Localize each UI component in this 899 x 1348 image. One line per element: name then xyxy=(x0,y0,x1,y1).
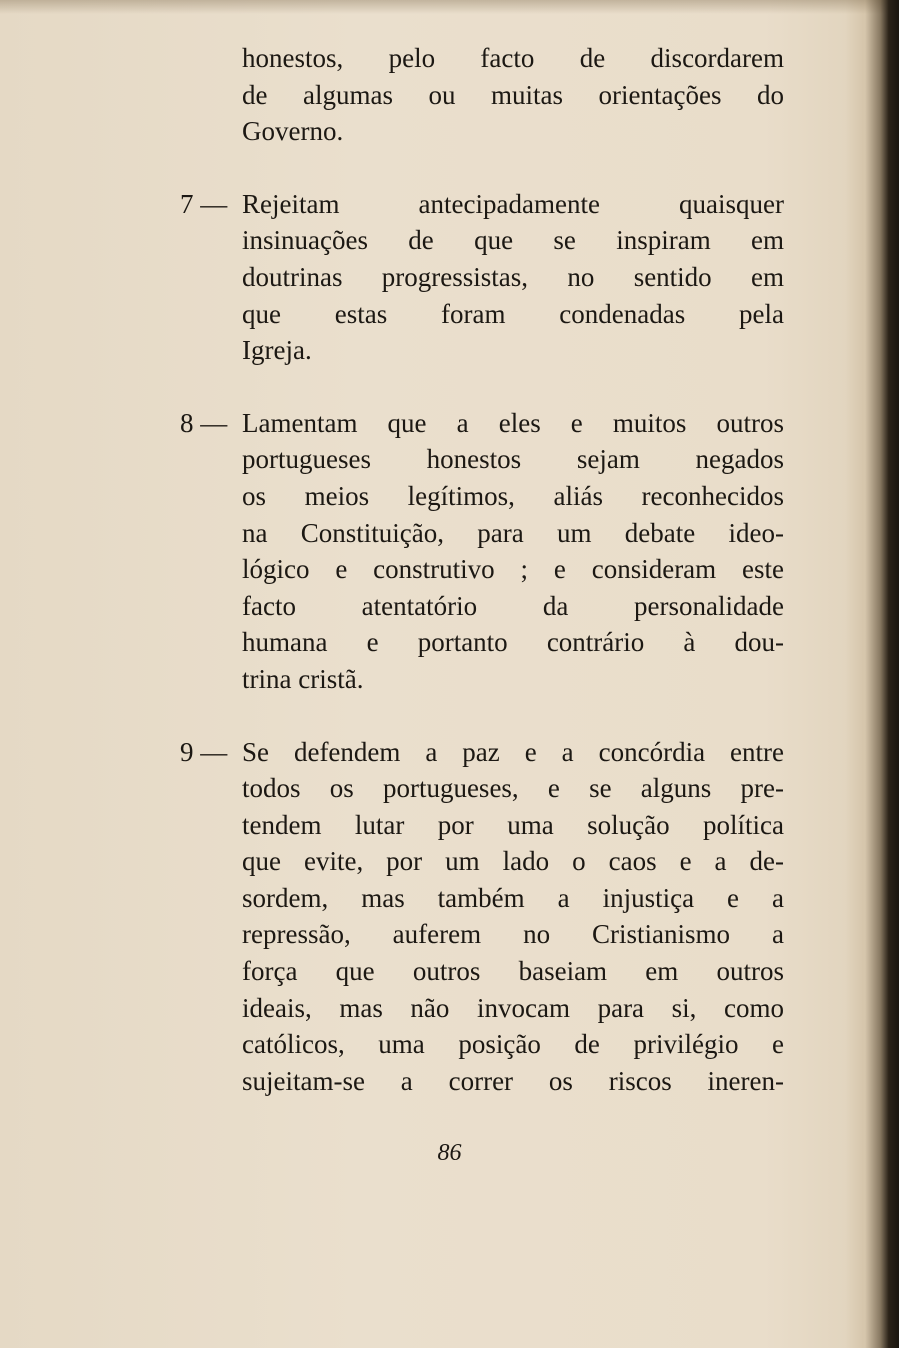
text-line: repressão, auferem no Cristianismo a xyxy=(242,919,784,950)
text-line: doutrinas progressistas, no sentido em xyxy=(242,261,784,292)
text-line: Se defendem a paz e a concórdia entre xyxy=(242,736,784,767)
body-text xyxy=(180,40,784,1135)
text-line: humana e portanto contrário à dou- xyxy=(242,627,784,658)
paragraph-7 xyxy=(180,186,784,369)
paragraph-number: 7 — xyxy=(180,188,228,219)
text-line: sujeitam-se a correr os riscos ineren- xyxy=(242,1065,784,1096)
paragraph-9 xyxy=(180,734,784,1100)
text-line: os meios legítimos, aliás reconhecidos xyxy=(242,480,784,511)
text-line: na Constituição, para um debate ideo- xyxy=(242,517,784,548)
text-line: honestos, pelo facto de discordarem xyxy=(242,43,784,73)
paragraph-8 xyxy=(180,405,784,698)
text-line: Igreja. xyxy=(242,335,312,366)
paragraph-number: 9 — xyxy=(180,736,228,767)
paragraph-number: 8 — xyxy=(180,407,228,438)
text-line: insinuações de que se inspiram em xyxy=(242,225,784,256)
text-line: força que outros baseiam em outros xyxy=(242,956,784,987)
text-line: tendem lutar por uma solução política xyxy=(242,809,784,840)
text-line: católicos, uma posição de privilégio e xyxy=(242,1029,784,1060)
paragraph-continuation xyxy=(242,40,784,150)
text-line: trina cristã. xyxy=(242,663,364,694)
page-top-shadow xyxy=(0,0,899,14)
text-line: todos os portugueses, e se alguns pre- xyxy=(242,773,784,804)
text-line: portugueses honestos sejam negados xyxy=(242,444,784,475)
text-line: facto atentatório da personalidade xyxy=(242,590,784,621)
text-line: que estas foram condenadas pela xyxy=(242,298,784,329)
text-line: de algumas ou muitas orientações do xyxy=(242,79,784,110)
text-line: Lamentam que a eles e muitos outros xyxy=(242,407,784,438)
text-line: Rejeitam antecipadamente quaisquer xyxy=(242,188,784,219)
text-line: ideais, mas não invocam para si, como xyxy=(242,992,784,1023)
text-line: que evite, por um lado o caos e a de- xyxy=(242,846,784,877)
text-line: Governo. xyxy=(242,116,344,147)
text-line: sordem, mas também a injustiça e a xyxy=(242,882,784,913)
page-number: 86 xyxy=(437,1140,462,1166)
text-line: lógico e construtivo ; e consideram este xyxy=(242,554,784,585)
